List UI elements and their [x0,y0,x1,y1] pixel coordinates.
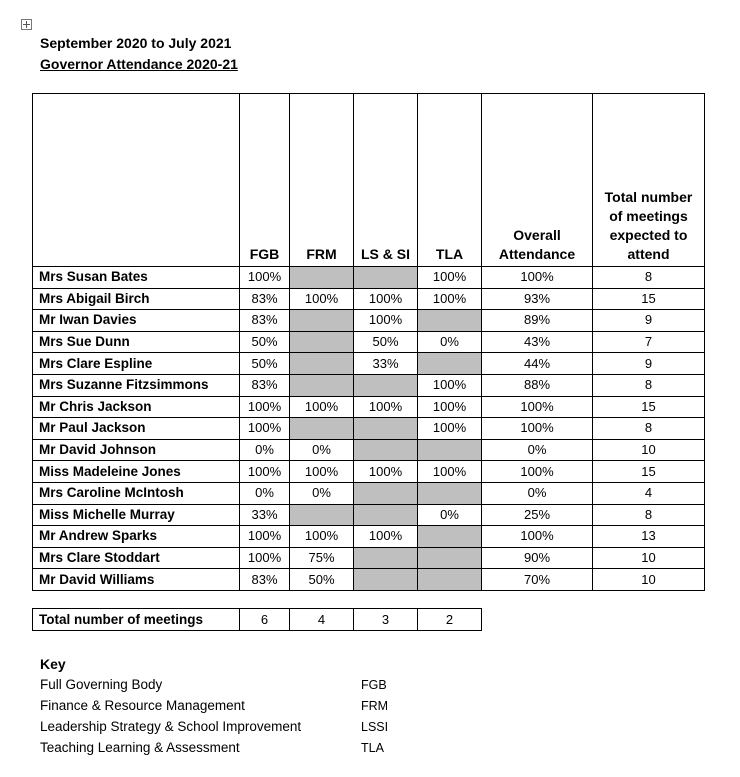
attendance-frm-cell: 100% [290,461,354,483]
table-row [33,439,705,461]
key-item-name: Full Governing Body [40,677,163,692]
not-applicable-cell [290,418,354,440]
attendance-frm-cell: 75% [290,547,354,569]
attendance-fgb-cell: 50% [240,353,290,375]
governor-name: Miss Madeleine Jones [33,461,240,483]
attendance-frm-cell: 0% [290,439,354,461]
governor-name: Mrs Abigail Birch [33,288,240,310]
expected-meetings-cell: 9 [593,310,705,332]
not-applicable-cell [290,331,354,353]
overall-attendance-cell: 100% [482,461,593,483]
attendance-fgb-cell: 100% [240,418,290,440]
not-applicable-cell [418,353,482,375]
governor-name: Mr Chris Jackson [33,396,240,418]
attendance-lssi-cell: 50% [354,331,418,353]
governor-name: Mr Iwan Davies [33,310,240,332]
attendance-lssi-cell: 33% [354,353,418,375]
not-applicable-cell [354,374,418,396]
attendance-tla-cell: 100% [418,396,482,418]
expected-meetings-cell: 15 [593,396,705,418]
overall-attendance-cell: 100% [482,396,593,418]
not-applicable-cell [418,482,482,504]
totals-tla: 2 [418,609,482,631]
governor-name: Mr David Johnson [33,439,240,461]
header-fgb: FGB [240,94,290,267]
governor-name: Mrs Caroline McIntosh [33,482,240,504]
expected-meetings-cell: 10 [593,439,705,461]
attendance-tla-cell: 100% [418,461,482,483]
attendance-frm-cell: 0% [290,482,354,504]
expected-meetings-cell: 10 [593,547,705,569]
header-total-line-1: Total number [604,189,693,205]
attendance-tla-cell: 100% [418,374,482,396]
overall-attendance-cell: 70% [482,569,593,591]
overall-attendance-cell: 100% [482,526,593,548]
key-item [40,675,440,696]
governor-name: Mrs Susan Bates [33,267,240,289]
not-applicable-cell [354,569,418,591]
expected-meetings-cell: 4 [593,482,705,504]
attendance-rows [33,267,705,591]
key-item-abbr: FRM [361,699,389,713]
header-tla: TLA [418,94,482,267]
attendance-lssi-cell: 100% [354,526,418,548]
page-title: Governor Attendance 2020-21 [40,56,238,72]
key-item-name: Teaching Learning & Assessment [40,740,240,755]
attendance-table [32,93,705,591]
attendance-fgb-cell: 100% [240,461,290,483]
attendance-fgb-cell: 0% [240,439,290,461]
totals-fgb: 6 [240,609,290,631]
governor-name: Mr David Williams [33,569,240,591]
expected-meetings-cell: 8 [593,267,705,289]
key-title: Key [40,656,66,672]
totals-row [33,609,482,631]
attendance-fgb-cell: 33% [240,504,290,526]
key-item-name: Leadership Strategy & School Improvement [40,719,302,734]
overall-attendance-cell: 89% [482,310,593,332]
not-applicable-cell [418,526,482,548]
header-name-column [33,94,240,267]
expected-meetings-cell: 9 [593,353,705,375]
attendance-tla-cell: 100% [418,267,482,289]
attendance-frm-cell: 100% [290,288,354,310]
table-row [33,374,705,396]
period-heading: September 2020 to July 2021 [40,35,232,51]
not-applicable-cell [354,547,418,569]
attendance-fgb-cell: 50% [240,331,290,353]
header-total-line-4: attend [627,246,670,262]
overall-attendance-cell: 25% [482,504,593,526]
expected-meetings-cell: 8 [593,418,705,440]
not-applicable-cell [290,374,354,396]
attendance-tla-cell: 100% [418,288,482,310]
table-row [33,331,705,353]
key-item [40,696,440,717]
table-row [33,547,705,569]
table-move-handle-icon[interactable] [21,19,32,30]
attendance-frm-cell: 100% [290,396,354,418]
governor-name: Mrs Sue Dunn [33,331,240,353]
overall-attendance-cell: 0% [482,439,593,461]
header-overall [482,94,593,267]
totals-label: Total number of meetings [33,609,240,631]
governor-name: Mr Paul Jackson [33,418,240,440]
attendance-lssi-cell: 100% [354,461,418,483]
overall-attendance-cell: 93% [482,288,593,310]
overall-attendance-cell: 0% [482,482,593,504]
key-item-abbr: LSSI [361,720,389,734]
not-applicable-cell [418,547,482,569]
attendance-fgb-cell: 100% [240,396,290,418]
not-applicable-cell [354,504,418,526]
header-overall-line-2: Attendance [498,246,576,262]
totals-lssi: 3 [354,609,418,631]
table-row [33,353,705,375]
attendance-tla-cell: 100% [418,418,482,440]
attendance-lssi-cell: 100% [354,310,418,332]
not-applicable-cell [290,267,354,289]
overall-attendance-cell: 44% [482,353,593,375]
key-item [40,738,440,759]
attendance-lssi-cell: 100% [354,288,418,310]
totals-table [32,608,482,631]
not-applicable-cell [290,504,354,526]
governor-name: Miss Michelle Murray [33,504,240,526]
attendance-fgb-cell: 100% [240,267,290,289]
header-overall-line-1: Overall [513,227,561,243]
attendance-frm-cell: 50% [290,569,354,591]
attendance-lssi-cell: 100% [354,396,418,418]
not-applicable-cell [354,418,418,440]
governor-name: Mr Andrew Sparks [33,526,240,548]
governor-name: Mrs Clare Espline [33,353,240,375]
attendance-tla-cell: 0% [418,331,482,353]
key-item-name: Finance & Resource Management [40,698,245,713]
table-row [33,310,705,332]
table-row [33,461,705,483]
not-applicable-cell [290,310,354,332]
overall-attendance-cell: 100% [482,418,593,440]
header-total-line-3: expected to [609,227,688,243]
header-frm: FRM [290,94,354,267]
attendance-fgb-cell: 0% [240,482,290,504]
expected-meetings-cell: 15 [593,461,705,483]
totals-frm: 4 [290,609,354,631]
attendance-fgb-cell: 83% [240,310,290,332]
table-row [33,526,705,548]
attendance-fgb-cell: 100% [240,547,290,569]
key-item [40,717,440,738]
not-applicable-cell [354,267,418,289]
attendance-fgb-cell: 83% [240,288,290,310]
overall-attendance-cell: 43% [482,331,593,353]
not-applicable-cell [354,482,418,504]
header-total-expected [593,94,705,267]
expected-meetings-cell: 7 [593,331,705,353]
table-row [33,482,705,504]
attendance-tla-cell: 0% [418,504,482,526]
table-row [33,288,705,310]
governor-name: Mrs Suzanne Fitzsimmons [33,374,240,396]
key-item-abbr: FGB [361,678,387,692]
attendance-fgb-cell: 100% [240,526,290,548]
not-applicable-cell [418,310,482,332]
attendance-fgb-cell: 83% [240,374,290,396]
not-applicable-cell [418,439,482,461]
overall-attendance-cell: 100% [482,267,593,289]
overall-attendance-cell: 90% [482,547,593,569]
expected-meetings-cell: 8 [593,374,705,396]
attendance-frm-cell: 100% [290,526,354,548]
not-applicable-cell [418,569,482,591]
table-row [33,569,705,591]
table-row [33,396,705,418]
table-row [33,418,705,440]
header-total-line-2: of meetings [609,208,688,224]
attendance-fgb-cell: 83% [240,569,290,591]
header-lssi: LS & SI [354,94,418,267]
table-row [33,267,705,289]
not-applicable-cell [290,353,354,375]
expected-meetings-cell: 8 [593,504,705,526]
governor-name: Mrs Clare Stoddart [33,547,240,569]
header-row [33,94,705,267]
key-section [40,655,440,759]
not-applicable-cell [354,439,418,461]
key-item-abbr: TLA [361,741,384,755]
expected-meetings-cell: 15 [593,288,705,310]
expected-meetings-cell: 13 [593,526,705,548]
expected-meetings-cell: 10 [593,569,705,591]
overall-attendance-cell: 88% [482,374,593,396]
table-row [33,504,705,526]
